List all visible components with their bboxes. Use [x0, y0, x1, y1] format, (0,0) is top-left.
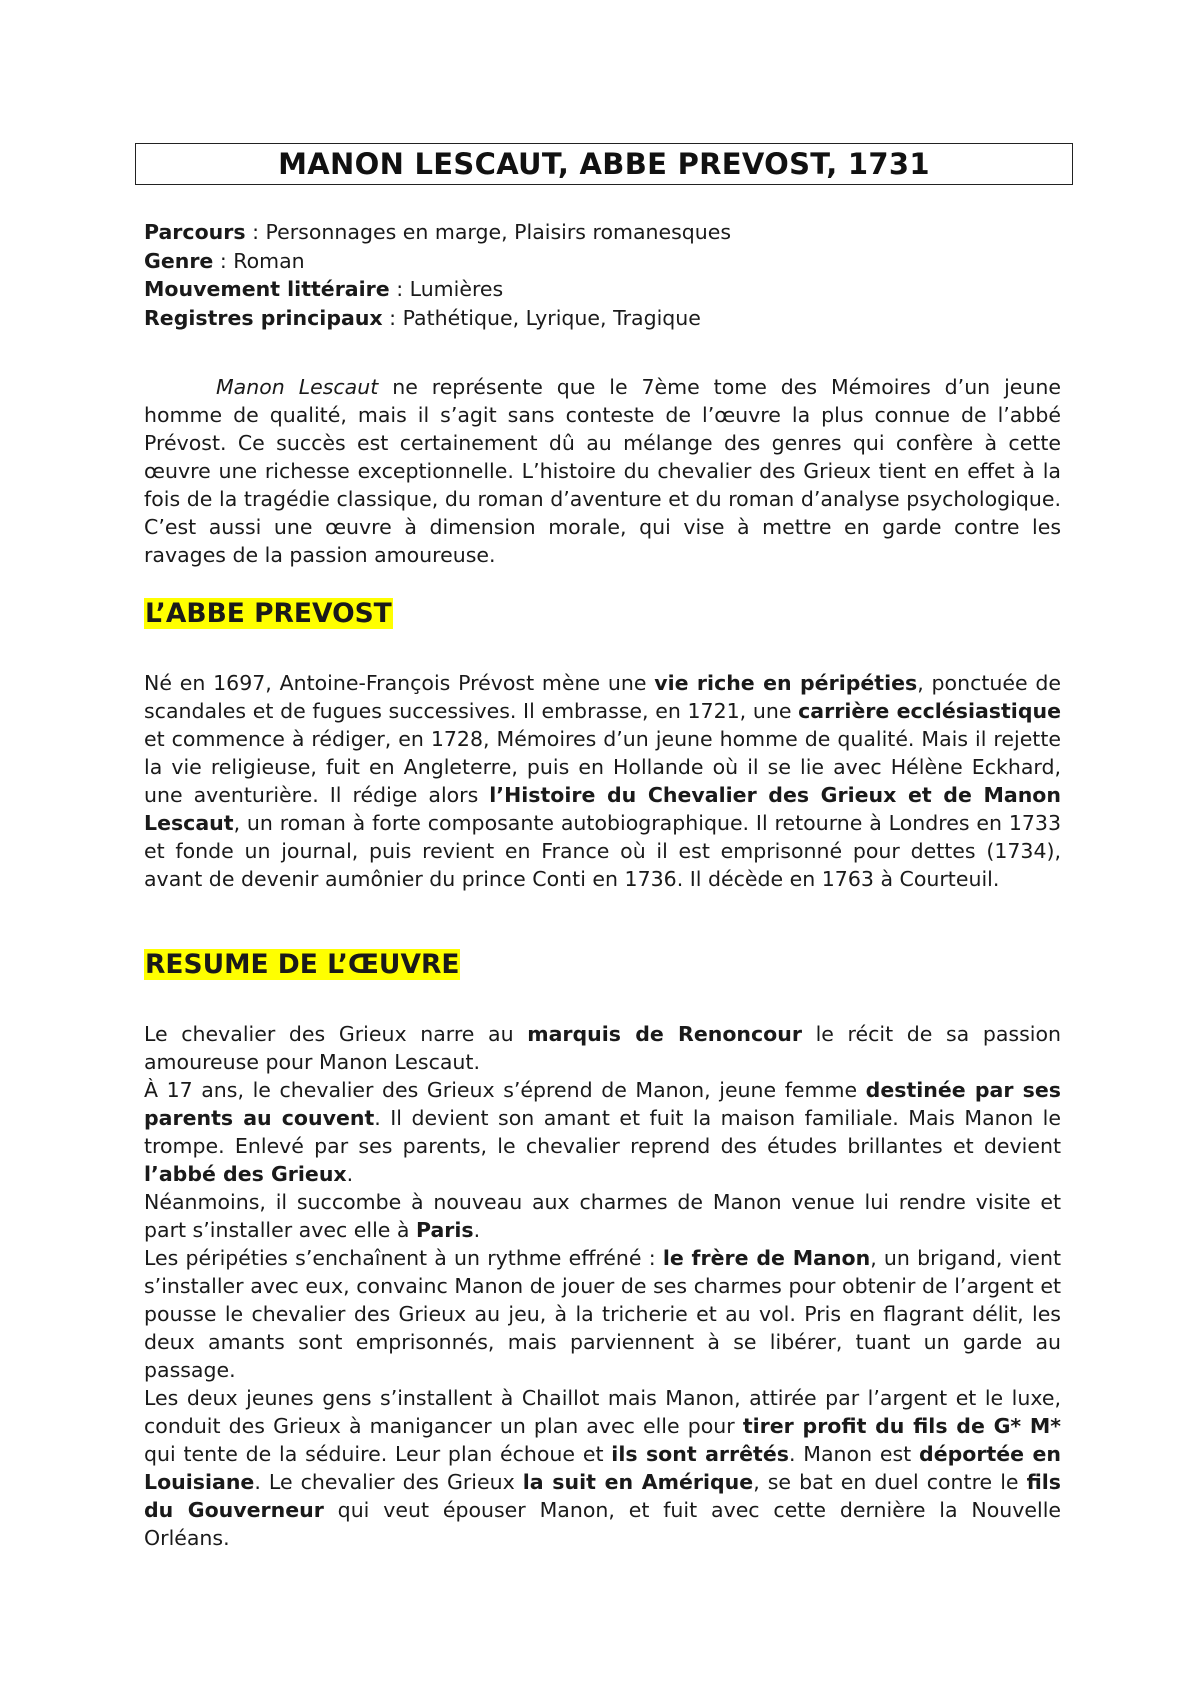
summary-text: le récit de sa passion amoureuse pour Manon Lescaut. — [144, 1022, 1061, 1074]
intro-section — [144, 373, 1061, 569]
summary-text: . — [473, 1218, 481, 1242]
summary-text: , un brigand, vient s’installer avec eux, convainc Manon de jouer de ses charmes pour obtenir de l’argent et pousse le chevalier des Grieux au jeu, à la tricherie et au vol. Pris en flagrant délit, les deux amants sont emprisonnés, mais parviennent à se libérer, tuant un garde au passage. — [144, 1246, 1061, 1382]
summary-text: . Manon est — [788, 1442, 920, 1466]
summary-text: À 17 ans, le chevalier des Grieux s’éprend de Manon, jeune femme — [144, 1078, 866, 1102]
section-heading-author — [144, 597, 393, 631]
summary-text: Néanmoins, il succombe à nouveau aux charmes de Manon venue lui rendre visite et part s’installer avec elle à — [144, 1190, 1061, 1242]
summary-highlight: Paris — [415, 1218, 474, 1242]
meta-registres — [144, 304, 1061, 333]
meta-label: Registres principaux — [144, 305, 383, 330]
meta-value: : Pathétique, Lyrique, Tragique — [382, 305, 701, 330]
intro-text: ne représente que le 7ème tome des Mémoires d’un jeune homme de qualité, mais il s’agit sans conteste de l’œuvre la plus connue de l’abbé Prévost. Ce succès est certainement dû au mélange des genres qui confère à cette œuvre une richesse exceptionnelle. L’histoire du chevalier des Grieux tient en effet à la fois de la tragédie classique, du roman d’aventure et du roman d’analyse psychologique. C’est aussi une œuvre à dimension morale, qui vise à mettre en garde contre les ravages de la passion amoureuse. — [144, 375, 1061, 567]
metadata-block — [144, 218, 1061, 332]
bio-text: , un roman à forte composante autobiographique. Il retourne à Londres en 1733 et fonde un journal, puis revient en France où il est emprisonné pour dettes (1734), avant de devenir aumônier du prince Conti en 1736. Il décède en 1763 à Courteuil. — [144, 811, 1061, 891]
bio-paragraph — [144, 669, 1061, 893]
meta-label: Parcours — [144, 220, 246, 244]
section-heading-text: RESUME DE L’ŒUVRE — [145, 949, 460, 980]
summary-paragraph — [144, 1076, 1061, 1188]
summary-paragraph — [144, 1244, 1061, 1384]
summary-text: . — [346, 1162, 354, 1186]
summary-highlight: tirer profit du fils de G* M* — [742, 1414, 1061, 1438]
meta-parcours — [144, 218, 1061, 247]
summary-paragraph — [144, 1020, 1061, 1076]
meta-genre — [144, 247, 1061, 276]
meta-value: : Personnages en marge, Plaisirs romanesques — [245, 220, 732, 244]
summary-highlight: marquis de Renoncour — [527, 1022, 802, 1046]
section-heading-text: L’ABBE PREVOST — [145, 598, 392, 629]
author-bio-section — [144, 669, 1061, 893]
meta-label: Genre — [144, 248, 214, 273]
section-heading-summary — [144, 948, 460, 982]
summary-paragraph — [144, 1188, 1061, 1244]
summary-highlight: fils du Gouverneur — [144, 1470, 1061, 1522]
meta-value: : Roman — [213, 248, 305, 273]
summary-highlight: l’abbé des Grieux — [144, 1162, 347, 1186]
meta-mouvement — [144, 275, 1061, 304]
bio-highlight: vie riche en péripéties — [654, 671, 918, 695]
summary-highlight: destinée par ses parents au couvent — [144, 1078, 1061, 1130]
meta-label: Mouvement littéraire — [144, 277, 390, 301]
intro-book-title: Manon Lescaut — [216, 375, 379, 399]
bio-text: Né en 1697, Antoine-François Prévost mène une — [144, 671, 655, 695]
summary-section — [144, 1020, 1061, 1552]
intro-paragraph — [144, 373, 1061, 569]
summary-text: . Le chevalier des Grieux — [254, 1470, 523, 1494]
summary-highlight: déportée en Louisiane — [144, 1442, 1061, 1494]
summary-highlight: le frère de Manon — [662, 1246, 871, 1270]
bio-text: , ponctuée de scandales et de fugues successives. Il embrasse, en 1721, une — [144, 671, 1062, 723]
document-title: MANON LESCAUT, ABBE PREVOST, 1731 — [135, 143, 1073, 185]
summary-text: qui veut épouser Manon, et fuit avec cette dernière la Nouvelle Orléans. — [144, 1498, 1061, 1550]
summary-text: Le chevalier des Grieux narre au — [144, 1022, 528, 1046]
summary-text: Les deux jeunes gens s’installent à Chaillot mais Manon, attirée par l’argent et le luxe, conduit des Grieux à manigancer un plan avec elle pour — [144, 1386, 1061, 1438]
bio-highlight: carrière ecclésiastique — [798, 699, 1062, 723]
summary-text: Les péripéties s’enchaînent à un rythme effréné : — [144, 1246, 663, 1270]
summary-highlight: ils sont arrêtés — [611, 1442, 789, 1466]
bio-text: et commence à rédiger, en 1728, Mémoires d’un jeune homme de qualité. Mais il rejette la vie religieuse, fuit en Angleterre, puis en Hollande où il se lie avec Hélène Eckhard, une aventurière. Il rédige alors — [144, 727, 1061, 807]
summary-text: . Il devient son amant et fuit la maison familiale. Mais Manon le trompe. Enlevé par ses parents, le chevalier reprend des études brillantes et devient — [144, 1106, 1061, 1158]
bio-highlight: l’Histoire du Chevalier des Grieux et de Manon Lescaut — [144, 783, 1061, 835]
summary-text: qui tente de la séduire. Leur plan échoue et — [144, 1442, 612, 1466]
meta-value: : Lumières — [389, 277, 504, 301]
summary-text: , se bat en duel contre le — [753, 1470, 1027, 1494]
summary-highlight: la suit en Amérique — [522, 1470, 754, 1494]
summary-paragraph — [144, 1384, 1061, 1552]
